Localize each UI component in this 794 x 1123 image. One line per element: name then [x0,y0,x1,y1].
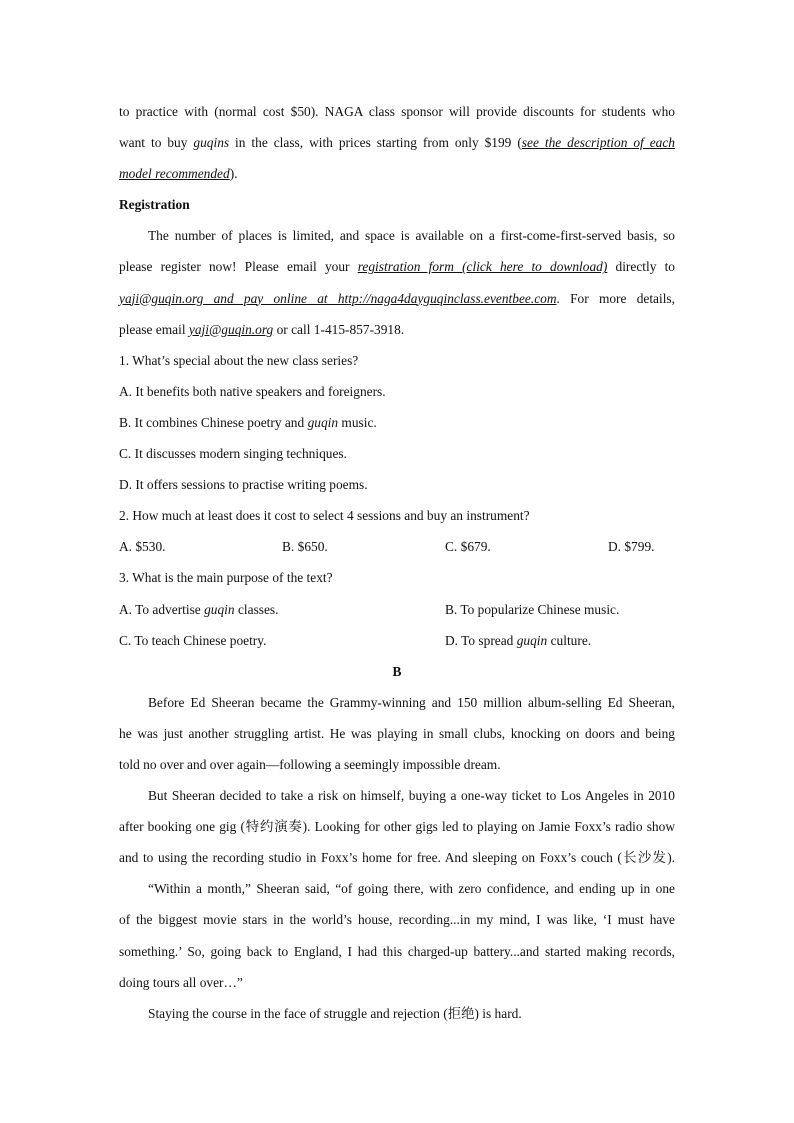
question-2-stem: 2. How much at least does it cost to select 4 sessions and buy an instrument? [119,508,530,524]
section-b-p1-line-2: he was just another struggling artist. He was playing in small clubs, knocking on doors and being [119,725,675,741]
section-b-p3-line-4: doing tours all over…” [119,974,243,990]
intro-line-2: want to buy guqins in the class, with prices starting from only $199 (see the description of each [119,135,676,151]
email-and-pay-link[interactable]: yaji@guqin.org and pay online at http://naga4dayguqinclass.eventbee.com [119,290,557,306]
question-1-option-b: B. It combines Chinese poetry and guqin music. [119,414,377,430]
question-2-option-b: B. $650. [282,539,328,555]
registration-line-2: please register now! Please email your registration form (click here to download) directly to [119,259,675,275]
section-b-p2-line-3: and to using the recording studio in Foxx’s home for free. And sleeping on Foxx’s couch (长沙发). [119,850,675,866]
email-link[interactable]: yaji@guqin.org [188,321,274,337]
registration-line-3: yaji@guqin.org and pay online at http://naga4dayguqinclass.eventbee.com. For more details, [119,290,675,306]
question-3-option-b: B. To popularize Chinese music. [445,601,620,617]
question-2-options [119,531,675,562]
section-b-p2-line-1: But Sheeran decided to take a risk on himself, buying a one-way ticket to Los Angeles in 2010 [148,788,675,804]
section-b-p1-line-3: told no over and over again—following a seemingly impossible dream. [119,756,501,772]
question-3-options-row-2 [119,625,675,656]
question-3-option-d: D. To spread guqin culture. [445,632,592,648]
document-page [119,96,675,1029]
section-b-p3-line-2: of the biggest movie stars in the world’s house, recording...in my mind, I was like, ‘I must have [119,912,675,928]
registration-line-4: please email yaji@guqin.org or call 1-415-857-3918. [119,321,405,337]
question-3-stem: 3. What is the main purpose of the text? [119,570,333,586]
intro-line-3: model recommended). [119,166,238,182]
registration-form-link[interactable]: registration form (click here to download) [357,259,608,275]
section-b-p3-line-3: something.’ So, going back to England, I had this charged-up battery...and started making records, [119,943,675,959]
question-1-option-c: C. It discusses modern singing techniques. [119,446,347,462]
question-3-option-a: A. To advertise guqin classes. [119,601,279,617]
section-b-p4: Staying the course in the face of struggle and rejection (拒绝) is hard. [148,1005,522,1021]
section-b-p3-line-1: “Within a month,” Sheeran said, “of going there, with zero confidence, and ending up in one [148,881,675,897]
model-description-link[interactable]: see the description of each [521,135,676,151]
registration-line-1: The number of places is limited, and space is available on a first-come-first-served basis, so [148,228,675,244]
intro-line-1: to practice with (normal cost $50). NAGA class sponsor will provide discounts for students who [119,104,675,119]
question-1-option-d: D. It offers sessions to practise writing poems. [119,477,368,493]
section-b-p1-line-1: Before Ed Sheeran became the Grammy-winning and 150 million album-selling Ed Sheeran, [148,694,675,710]
section-b-p2-line-2: after booking one gig (特约演奏). Looking for other gigs led to playing on Jamie Foxx’s radio show [119,819,675,835]
question-3-option-c: C. To teach Chinese poetry. [119,632,267,648]
question-2-option-c: C. $679. [445,539,491,555]
guqins-word: guqins [193,135,230,151]
registration-heading: Registration [119,197,190,213]
question-2-option-d: D. $799. [608,539,655,555]
model-recommended-link[interactable]: model recommended [119,166,230,182]
question-1-stem: 1. What’s special about the new class series? [119,352,359,368]
question-1-option-a: A. It benefits both native speakers and foreigners. [119,383,386,399]
section-b-heading: B [392,663,402,679]
question-3-options-row-1 [119,594,675,625]
question-2-option-a: A. $530. [119,539,166,555]
